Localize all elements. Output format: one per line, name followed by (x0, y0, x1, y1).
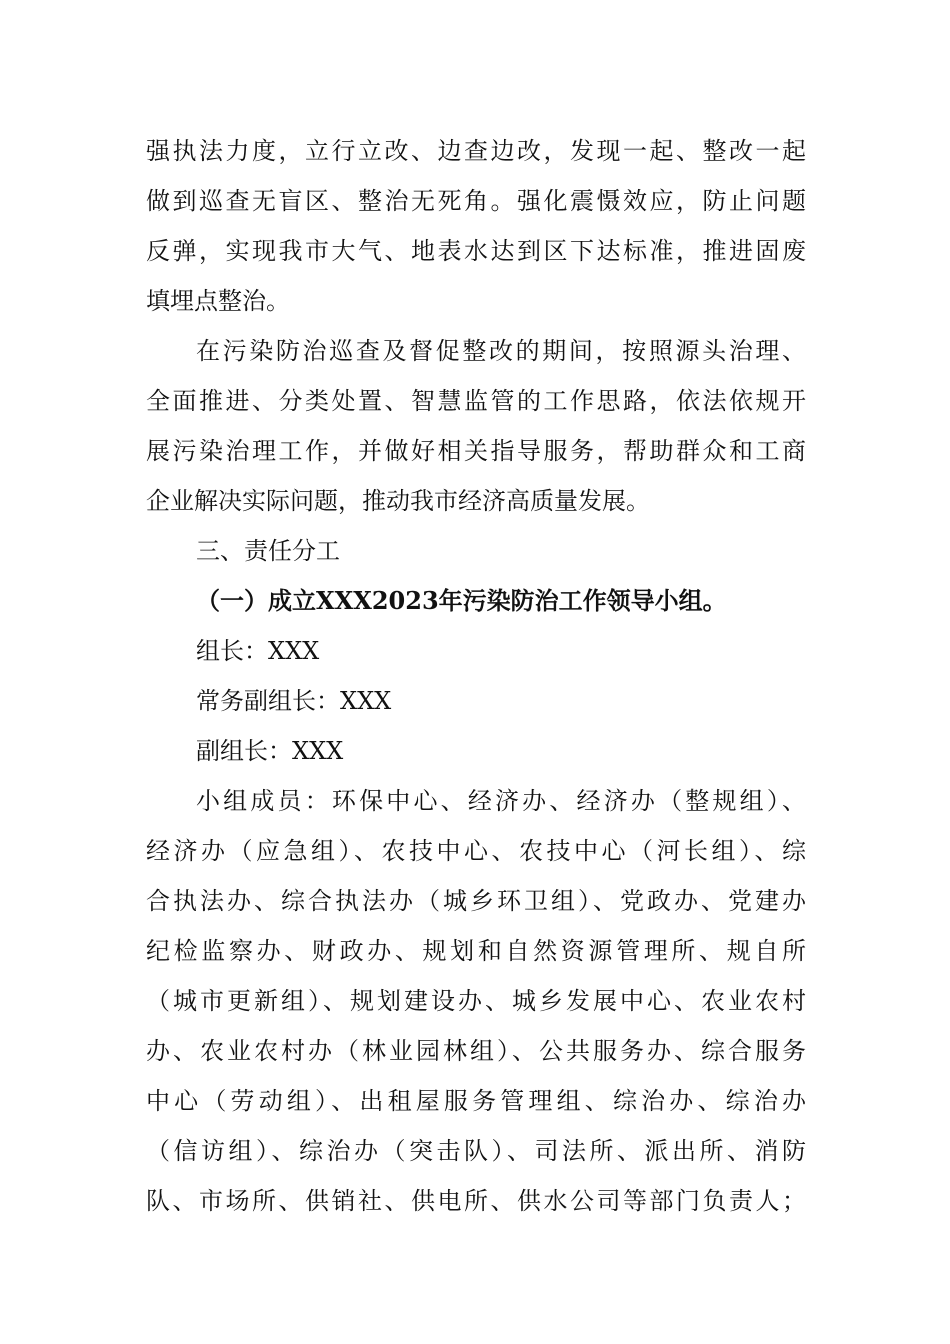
leader-line: 组长：XXX (196, 637, 320, 665)
members-line: 中心（劳动组）、出租屋服务管理组、综治办、综治办 (146, 1087, 806, 1115)
deputy-leader-line: 副组长：XXX (196, 737, 344, 765)
executive-deputy-leader-line: 常务副组长：XXX (196, 687, 392, 715)
members-line: （信访组）、综治办（突击队）、司法所、派出所、消防 (146, 1137, 806, 1165)
members-line: 小组成员：环保中心、经济办、经济办（整规组）、 (196, 787, 806, 815)
paragraph-line: 展污染治理工作，并做好相关指导服务，帮助群众和工商 (146, 437, 806, 465)
members-line: 经济办（应急组）、农技中心、农技中心（河长组）、综 (146, 837, 806, 865)
paragraph-line: 做到巡查无盲区、整治无死角。强化震慑效应，防止问题 (146, 187, 806, 215)
paragraph-line: 反弹，实现我市大气、地表水达到区下达标准，推进固废 (146, 237, 806, 265)
paragraph-line: 在污染防治巡查及督促整改的期间，按照源头治理、 (196, 337, 806, 365)
members-line: （城市更新组）、规划建设办、城乡发展中心、农业农村 (146, 987, 806, 1015)
members-line: 合执法办、综合执法办（城乡环卫组）、党政办、党建办 (146, 887, 806, 915)
members-line: 办、农业农村办（林业园林组）、公共服务办、综合服务 (146, 1037, 806, 1065)
paragraph-line: 全面推进、分类处置、智慧监管的工作思路，依法依规开 (146, 387, 806, 415)
section-heading: 三、责任分工 (196, 537, 340, 565)
subsection-heading: （一）成立XXX2023年污染防治工作领导小组。 (196, 586, 727, 615)
paragraph-line: 强执法力度，立行立改、边查边改，发现一起、整改一起 (146, 137, 806, 165)
members-line: 纪检监察办、财政办、规划和自然资源管理所、规自所 (146, 937, 806, 965)
paragraph-line: 企业解决实际问题，推动我市经济高质量发展。 (146, 487, 650, 515)
paragraph-line: 填埋点整治。 (146, 287, 290, 315)
members-line: 队、市场所、供销社、供电所、供水公司等部门负责人； (146, 1187, 806, 1215)
